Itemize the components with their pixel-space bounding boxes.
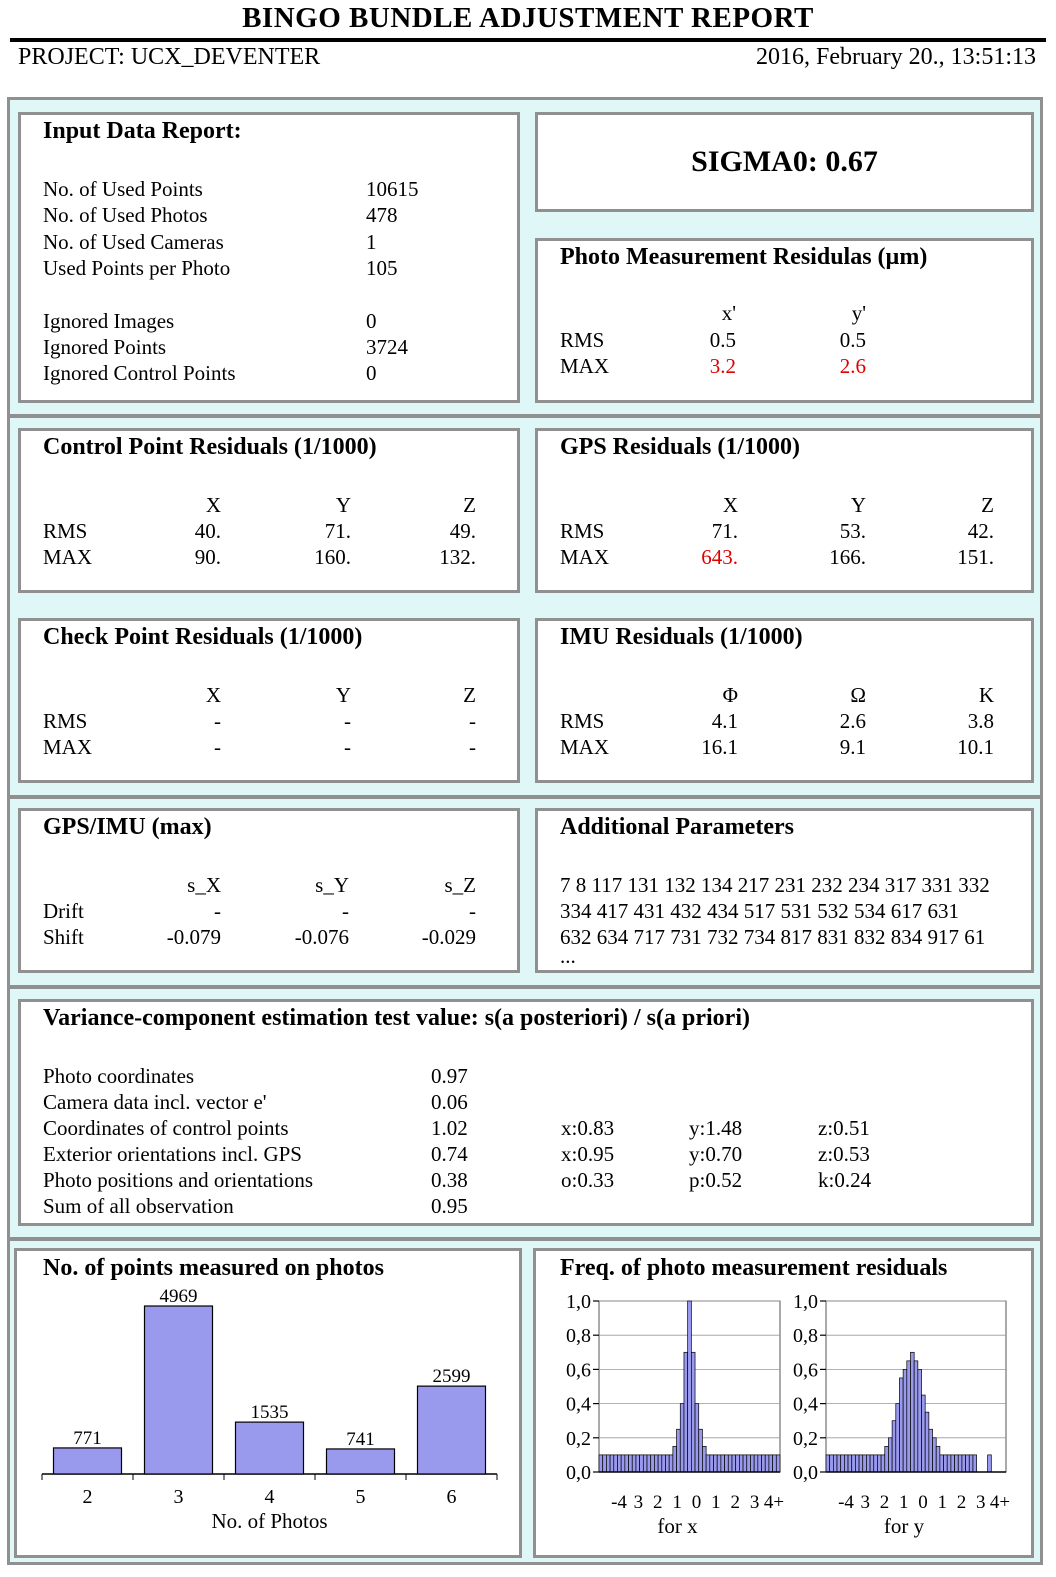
histogram-bar (643, 1455, 647, 1472)
rms-label: RMS (560, 519, 605, 543)
histogram-bar (714, 1455, 718, 1472)
rms-value: - (344, 709, 351, 733)
report-datetime: 2016, February 20., 13:51:13 (756, 44, 1036, 70)
histogram-bar (914, 1361, 918, 1472)
row-label: Ignored Control Points (43, 361, 236, 385)
x-tick-label: 3 (749, 1492, 760, 1513)
photo-residuals-heading: Photo Measurement Residulas (µm) (560, 244, 928, 270)
col-header: Φ (722, 683, 738, 707)
histogram-bar (892, 1421, 896, 1472)
histogram-bar (617, 1455, 621, 1472)
row-value: 0 (366, 361, 377, 385)
residual-chart-title: Freq. of photo measurement residuals (560, 1255, 948, 1281)
col-header: Y (335, 683, 351, 707)
histogram-bar (725, 1455, 729, 1472)
variance-value: 0.97 (431, 1064, 468, 1088)
bar-value-label: 771 (73, 1427, 102, 1449)
y-tick-label: 0,6 (793, 1359, 818, 1382)
histogram-bar (736, 1455, 740, 1472)
histogram-bar (658, 1455, 662, 1472)
col-header: x' (721, 301, 736, 325)
y-tick-label: 0,2 (793, 1427, 818, 1450)
residual-frequency-chart (536, 1251, 1031, 1555)
histogram-bar (662, 1455, 666, 1472)
y-tick-label: 0,8 (566, 1325, 591, 1348)
histogram-bar (844, 1455, 848, 1472)
y-tick-label: 0,0 (793, 1462, 818, 1484)
histogram-bar (632, 1455, 636, 1472)
drift-value: - (342, 899, 349, 923)
histogram-bar (769, 1455, 773, 1472)
variance-component: p:0.52 (689, 1168, 743, 1192)
x-tick-label: 4+ (763, 1492, 785, 1513)
imu-residuals-heading: IMU Residuals (1/1000) (560, 624, 803, 650)
y-tick-label: 0,4 (566, 1393, 591, 1416)
histogram-bar (833, 1455, 837, 1472)
max-value: - (344, 735, 351, 759)
histogram-bar (606, 1455, 610, 1472)
histogram-bar (888, 1438, 892, 1472)
rms-y: 0.5 (839, 328, 866, 352)
histogram-bar (640, 1455, 644, 1472)
max-value: 151. (957, 545, 994, 569)
section-divider (8, 414, 1042, 418)
rms-value: 3.8 (967, 709, 994, 733)
x-tick-label: 3 (633, 1492, 644, 1513)
x-tick-label: 4 (264, 1486, 275, 1508)
additional-parameters-heading: Additional Parameters (560, 814, 794, 840)
additional-parameters-panel (535, 808, 1034, 973)
histogram-bar (717, 1455, 721, 1472)
histogram-bar (826, 1455, 830, 1472)
shift-value: -0.079 (166, 925, 221, 949)
variance-value: 0.74 (431, 1142, 468, 1166)
x-tick-label: 3 (976, 1492, 986, 1513)
variance-component: k:0.24 (818, 1168, 872, 1192)
histogram-bar (852, 1455, 856, 1472)
points-per-photo-chart (17, 1251, 519, 1555)
y-tick-label: 1,0 (793, 1291, 818, 1313)
rms-value: 4.1 (711, 709, 738, 733)
bar (54, 1448, 122, 1474)
col-header: X (205, 493, 221, 517)
histogram-bar (910, 1352, 914, 1472)
parameter-line: 334 417 431 432 434 517 531 532 534 617 631 (560, 899, 959, 923)
histogram-bar (837, 1455, 841, 1472)
drift-value: - (469, 899, 476, 923)
histogram-bar (773, 1455, 777, 1472)
row-value: 478 (366, 203, 398, 227)
histogram-bar (933, 1438, 937, 1472)
histogram-bar (728, 1455, 732, 1472)
histogram-bar (614, 1455, 618, 1472)
max-value: 643. (701, 545, 738, 569)
x-tick-label: 2 (730, 1492, 740, 1513)
variance-label: Photo coordinates (43, 1064, 195, 1088)
histogram-bar (665, 1455, 669, 1472)
max-label: MAX (43, 735, 93, 759)
parameter-line: 7 8 117 131 132 134 217 231 232 234 317 331 332 (560, 873, 990, 897)
histogram-bar (647, 1455, 651, 1472)
section-divider (8, 1237, 1042, 1241)
histogram-bar (765, 1455, 769, 1472)
histogram-bar (896, 1404, 900, 1472)
variance-component: z:0.53 (818, 1142, 870, 1166)
histogram-bar (881, 1455, 885, 1472)
bar-value-label: 1535 (250, 1402, 289, 1424)
rms-value: 53. (839, 519, 866, 543)
rms-value: 71. (324, 519, 351, 543)
x-tick-label: 5 (355, 1486, 366, 1508)
rms-label: RMS (560, 328, 605, 352)
gps-residuals-heading: GPS Residuals (1/1000) (560, 434, 801, 460)
check-point-panel (18, 618, 520, 783)
max-value: 90. (194, 545, 221, 569)
shift-value: -0.029 (421, 925, 476, 949)
y-tick-label: 0,0 (566, 1462, 591, 1484)
rms-value: 49. (449, 519, 476, 543)
row-value: 0 (366, 309, 377, 333)
histogram-bar (710, 1455, 714, 1472)
shift-label: Shift (43, 925, 84, 949)
variance-component: z:0.51 (818, 1116, 870, 1140)
variance-component: x:0.83 (561, 1116, 615, 1140)
bar (145, 1306, 213, 1474)
col-header: Z (463, 683, 476, 707)
histogram-bar (758, 1455, 762, 1472)
col-header: K (978, 683, 994, 707)
y-tick-label: 0,4 (793, 1393, 818, 1416)
histogram-bar (863, 1455, 867, 1472)
variance-label: Photo positions and orientations (43, 1168, 314, 1192)
histogram-bar (754, 1455, 758, 1472)
row-label: Ignored Points (43, 335, 167, 359)
x-tick-label: 2 (82, 1486, 93, 1508)
max-label: MAX (560, 545, 610, 569)
histogram-bar (925, 1412, 929, 1472)
rms-value: 42. (967, 519, 994, 543)
row-label: No. of Used Points (43, 177, 203, 201)
variance-value: 0.06 (431, 1090, 468, 1114)
bar (327, 1449, 395, 1474)
bar (418, 1386, 486, 1474)
bar (236, 1422, 304, 1474)
y-tick-label: 1,0 (566, 1291, 591, 1313)
histogram-bar (625, 1455, 629, 1472)
histogram-bar (973, 1455, 977, 1472)
rms-value: - (469, 709, 476, 733)
histogram-bar (988, 1455, 992, 1472)
drift-label: Drift (43, 899, 84, 923)
variance-component: o:0.33 (561, 1168, 615, 1192)
histogram-bar (885, 1446, 889, 1472)
max-label: MAX (560, 735, 610, 759)
control-point-heading: Control Point Residuals (1/1000) (43, 434, 377, 460)
variance-label: Coordinates of control points (43, 1116, 289, 1140)
max-value: - (469, 735, 476, 759)
points-per-photo-panel (14, 1248, 522, 1558)
histogram-bar (918, 1369, 922, 1472)
y-tick-label: 0,2 (566, 1427, 591, 1450)
max-label: MAX (43, 545, 93, 569)
input-data-panel (18, 112, 520, 403)
x-tick-label: 1 (937, 1492, 947, 1513)
histogram-bar (680, 1404, 684, 1472)
histogram-bar (669, 1455, 673, 1472)
input-data-heading: Input Data Report: (43, 118, 242, 144)
histogram-bar (859, 1455, 863, 1472)
bar-value-label: 2599 (432, 1366, 471, 1388)
max-y: 2.6 (839, 354, 866, 378)
histogram-bar (684, 1352, 688, 1472)
x-tick-label: 2 (879, 1492, 890, 1513)
max-value: 10.1 (957, 735, 994, 759)
histogram-bar (706, 1455, 710, 1472)
max-label: MAX (560, 354, 610, 378)
variance-component: y:1.48 (689, 1116, 743, 1140)
col-header: Ω (850, 683, 866, 707)
x-tick-label: 1 (672, 1492, 682, 1513)
max-value: 166. (829, 545, 866, 569)
x-tick-label: 2 (956, 1492, 967, 1513)
histogram-bar (907, 1361, 911, 1472)
histogram-bar (603, 1455, 607, 1472)
rms-x: 0.5 (709, 328, 736, 352)
histogram-bar (699, 1429, 703, 1472)
rms-value: - (214, 709, 221, 733)
x-tick-label: 0 (918, 1492, 928, 1513)
col-header: s_Z (444, 873, 476, 897)
col-header: X (205, 683, 221, 707)
histogram-bar (776, 1455, 780, 1472)
histogram-bar (762, 1455, 766, 1472)
rms-value: 71. (711, 519, 738, 543)
row-label: Used Points per Photo (43, 256, 231, 280)
variance-value: 0.95 (431, 1194, 468, 1218)
rms-label: RMS (560, 709, 605, 733)
residual-frequency-panel (533, 1248, 1034, 1558)
histogram-bar (721, 1455, 725, 1472)
histogram-bar (702, 1446, 706, 1472)
parameter-line: 632 634 717 731 732 734 817 831 832 834 917 61 (560, 925, 986, 949)
check-point-heading: Check Point Residuals (1/1000) (43, 624, 363, 650)
histogram-bar (870, 1455, 874, 1472)
histogram-bar (691, 1352, 695, 1472)
row-label: Ignored Images (43, 309, 175, 333)
col-header: Y (850, 493, 866, 517)
photo-residuals-panel (535, 238, 1034, 403)
max-x: 3.2 (709, 354, 736, 378)
histogram-bar (629, 1455, 633, 1472)
max-value: 16.1 (701, 735, 738, 759)
histogram-bar (599, 1455, 603, 1472)
x-axis-title: No. of Photos (211, 1509, 328, 1533)
histogram-bar (929, 1429, 933, 1472)
histogram-bar (841, 1455, 845, 1472)
rms-value: 40. (194, 519, 221, 543)
variance-component: x:0.95 (561, 1142, 615, 1166)
row-value: 1 (366, 230, 377, 254)
histogram-bar (866, 1455, 870, 1472)
x-tick-label: 1 (711, 1492, 721, 1513)
report-title: BINGO BUNDLE ADJUSTMENT REPORT (242, 2, 814, 34)
col-header: s_X (187, 873, 221, 897)
histogram-bar (951, 1455, 955, 1472)
imu-residuals-panel (535, 618, 1034, 783)
parameter-line: ... (560, 944, 576, 968)
max-value: - (214, 735, 221, 759)
col-header: Z (981, 493, 994, 517)
variance-heading: Variance-component estimation test value: s(a posteriori) / s(a priori) (43, 1005, 750, 1031)
histogram-bar (899, 1378, 903, 1472)
histogram-bar (922, 1395, 926, 1472)
histogram-bar (874, 1455, 878, 1472)
col-header: y' (851, 301, 866, 325)
histogram-bar (848, 1455, 852, 1472)
bar-value-label: 741 (346, 1428, 375, 1450)
rms-label: RMS (43, 709, 88, 733)
histogram-bar (673, 1446, 677, 1472)
rms-label: RMS (43, 519, 88, 543)
histogram-bar (636, 1455, 640, 1472)
histogram-bar (855, 1455, 859, 1472)
col-header: Y (335, 493, 351, 517)
variance-label: Sum of all observation (43, 1194, 234, 1218)
section-divider (8, 795, 1042, 799)
section-divider (8, 985, 1042, 989)
variance-component: y:0.70 (689, 1142, 743, 1166)
x-axis-title: for y (883, 1514, 925, 1538)
histogram-bar (747, 1455, 751, 1472)
x-tick-label: 0 (691, 1492, 702, 1513)
variance-panel (18, 999, 1034, 1226)
row-label: No. of Used Photos (43, 203, 208, 227)
row-value: 10615 (366, 177, 419, 201)
histogram-bar (958, 1455, 962, 1472)
histogram-bar (654, 1455, 658, 1472)
histogram-bar (743, 1455, 747, 1472)
variance-value: 0.38 (431, 1168, 468, 1192)
bar-value-label: 4969 (159, 1286, 198, 1307)
histogram-bar (947, 1455, 951, 1472)
rms-value: 2.6 (839, 709, 866, 733)
histogram-bar (903, 1369, 907, 1472)
sigma0-value: SIGMA0: 0.67 (691, 145, 878, 178)
row-label: No. of Used Cameras (43, 230, 224, 254)
x-tick-label: 2 (653, 1492, 663, 1513)
variance-label: Exterior orientations incl. GPS (43, 1142, 302, 1166)
col-header: Z (463, 493, 476, 517)
x-tick-label: 3 (860, 1492, 870, 1513)
x-tick-label: 4+ (989, 1492, 1011, 1513)
variance-label: Camera data incl. vector e' (43, 1090, 267, 1114)
x-tick-label: -4 (838, 1492, 854, 1513)
histogram-bar (688, 1301, 692, 1472)
histogram-bar (739, 1455, 743, 1472)
y-tick-label: 0,8 (793, 1325, 818, 1348)
gps-imu-heading: GPS/IMU (max) (43, 814, 212, 840)
row-value: 105 (366, 256, 398, 280)
col-header: X (722, 493, 738, 517)
histogram-bar (830, 1455, 834, 1472)
points-chart-title: No. of points measured on photos (43, 1255, 384, 1281)
histogram-bar (962, 1455, 966, 1472)
x-tick-label: -4 (611, 1492, 627, 1513)
histogram-bar (651, 1455, 655, 1472)
project-name: PROJECT: UCX_DEVENTER (18, 44, 321, 70)
col-header: s_Y (315, 873, 349, 897)
y-tick-label: 0,6 (566, 1359, 591, 1382)
histogram-bar (955, 1455, 959, 1472)
row-value: 3724 (366, 335, 408, 359)
gps-imu-panel (18, 808, 520, 973)
drift-value: - (214, 899, 221, 923)
x-tick-label: 1 (899, 1492, 909, 1513)
histogram-bar (966, 1455, 970, 1472)
max-value: 132. (439, 545, 476, 569)
histogram-bar (621, 1455, 625, 1472)
max-value: 160. (314, 545, 351, 569)
title-rule (10, 38, 1046, 42)
gps-residuals-panel (535, 428, 1034, 593)
control-point-panel (18, 428, 520, 593)
x-tick-label: 3 (173, 1486, 184, 1508)
max-value: 9.1 (839, 735, 866, 759)
x-axis-title: for x (657, 1514, 698, 1538)
histogram-bar (750, 1455, 754, 1472)
histogram-bar (936, 1446, 940, 1472)
histogram-bar (877, 1455, 881, 1472)
histogram-bar (944, 1455, 948, 1472)
histogram-bar (610, 1455, 614, 1472)
histogram-bar (695, 1404, 699, 1472)
x-tick-label: 6 (446, 1486, 457, 1508)
histogram-bar (677, 1429, 681, 1472)
variance-value: 1.02 (431, 1116, 468, 1140)
sigma0-panel (535, 112, 1034, 212)
histogram-bar (969, 1455, 973, 1472)
shift-value: -0.076 (294, 925, 349, 949)
histogram-bar (732, 1455, 736, 1472)
histogram-bar (940, 1455, 944, 1472)
